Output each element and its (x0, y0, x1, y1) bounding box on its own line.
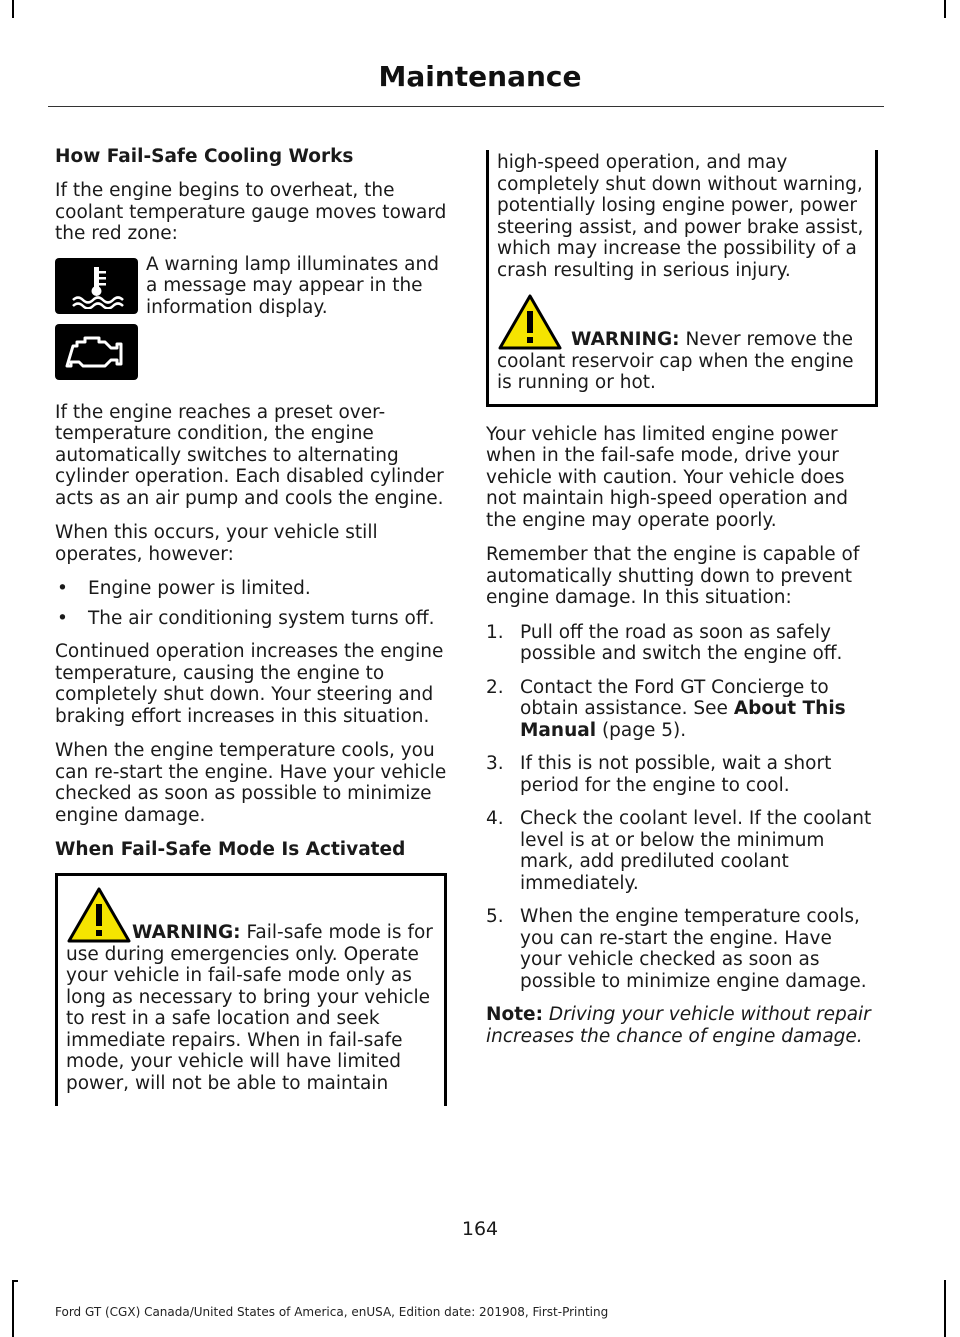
check-engine-icon (55, 324, 138, 380)
warning-text-continued: high-speed operation, and may completely shut down without warning, potentially losing engine power, power steering assist, and power brake assist, which may increase the possibility of a crash resulting in serious injury. (497, 152, 864, 281)
list-item: 5. When the engine temperature cools, you can re-start the engine. Have your vehicle checked as soon as possible to minimize engine damage. (486, 906, 867, 992)
list-item: 2. Contact the Ford GT Concierge to obtain assistance. See About This Manual (page 5). (486, 676, 846, 741)
cross-reference-link[interactable]: About This Manual (520, 698, 846, 741)
warning-triangle-icon (497, 293, 563, 351)
list-item: 1. Pull off the road as soon as safely possible and switch the engine off. (486, 621, 843, 664)
page-number: 164 (461, 1218, 499, 1240)
crop-mark-top-right-v (944, 0, 946, 18)
paragraph: When the engine temperature cools, you can re-start the engine. Have your vehicle checked as soon as possible to minimize engine damage. (55, 740, 447, 826)
note: Note: Driving your vehicle without repair increases the chance of engine damage. (486, 1004, 871, 1047)
warning-text: Never remove the coolant reservoir cap when the engine is running or hot. (497, 329, 854, 393)
left-column (55, 146, 447, 1106)
crop-mark-top-left-v (12, 0, 14, 18)
warning-box-fail-safe (55, 873, 447, 1106)
crop-mark-bottom-left-v (12, 1280, 14, 1337)
list-item: • Engine power is limited. (57, 578, 311, 599)
list-item: • The air conditioning system turns off. (57, 607, 435, 629)
header-divider (48, 106, 884, 107)
warning-label: WARNING: (132, 922, 241, 943)
warning-text: Fail-safe mode is for use during emergencies only. Operate your vehicle in fail-safe mode only as long as necessary to bring your vehicle to rest in a safe location and seek immediate repairs. When in fail-safe mode, your vehicle will have limited power, will not be able to maintain (66, 922, 433, 1094)
numbered-steps (486, 622, 878, 993)
section-heading-fail-safe-activated: When Fail-Safe Mode Is Activated (55, 839, 406, 860)
crop-mark-bottom-right-v (944, 1280, 946, 1337)
warning-label: WARNING: (571, 329, 680, 350)
warning-triangle-icon (66, 886, 132, 944)
paragraph: If the engine begins to overheat, the coolant temperature gauge moves toward the red zone: (55, 180, 447, 244)
warning-box-fail-safe-continued (486, 150, 878, 407)
paragraph: If the engine reaches a preset over-temperature condition, the engine automatically switches to alternating cylinder operation. Each disabled cylinder acts as an air pump and cools the engine. (55, 401, 444, 509)
coolant-temperature-icon (55, 258, 138, 314)
warning-lamp-description: A warning lamp illuminates and a message may appear in the information display. (146, 253, 439, 318)
paragraph: Continued operation increases the engine temperature, causing the engine to completely shut down. Your steering and braking effort increases in this situation. (55, 641, 444, 727)
section-heading-how-fail-safe: How Fail-Safe Cooling Works (55, 146, 354, 167)
list-item: 4. Check the coolant level. If the coolant level is at or below the minimum mark, add prediluted coolant immediately. (486, 808, 872, 894)
paragraph: When this occurs, your vehicle still operates, however: (55, 522, 378, 565)
edition-line: Ford GT (CGX) Canada/United States of America, enUSA, Edition date: 201908, First-Printing (55, 1305, 609, 1319)
bullet-list (55, 578, 447, 629)
paragraph: Your vehicle has limited engine power when in the fail-safe mode, drive your vehicle with caution. Your vehicle does not maintain high-speed operation and the engine may operate poorly. (486, 423, 849, 531)
paragraph: Remember that the engine is capable of automatically shutting down to prevent engine damage. In this situation: (486, 544, 860, 608)
list-item: 3. If this is not possible, wait a short period for the engine to cool. (486, 753, 832, 796)
right-column (486, 150, 878, 1060)
warning-lamps-block (55, 253, 447, 390)
crop-mark-bottom-left-h (12, 1280, 18, 1282)
page-title: Maintenance (378, 60, 582, 93)
